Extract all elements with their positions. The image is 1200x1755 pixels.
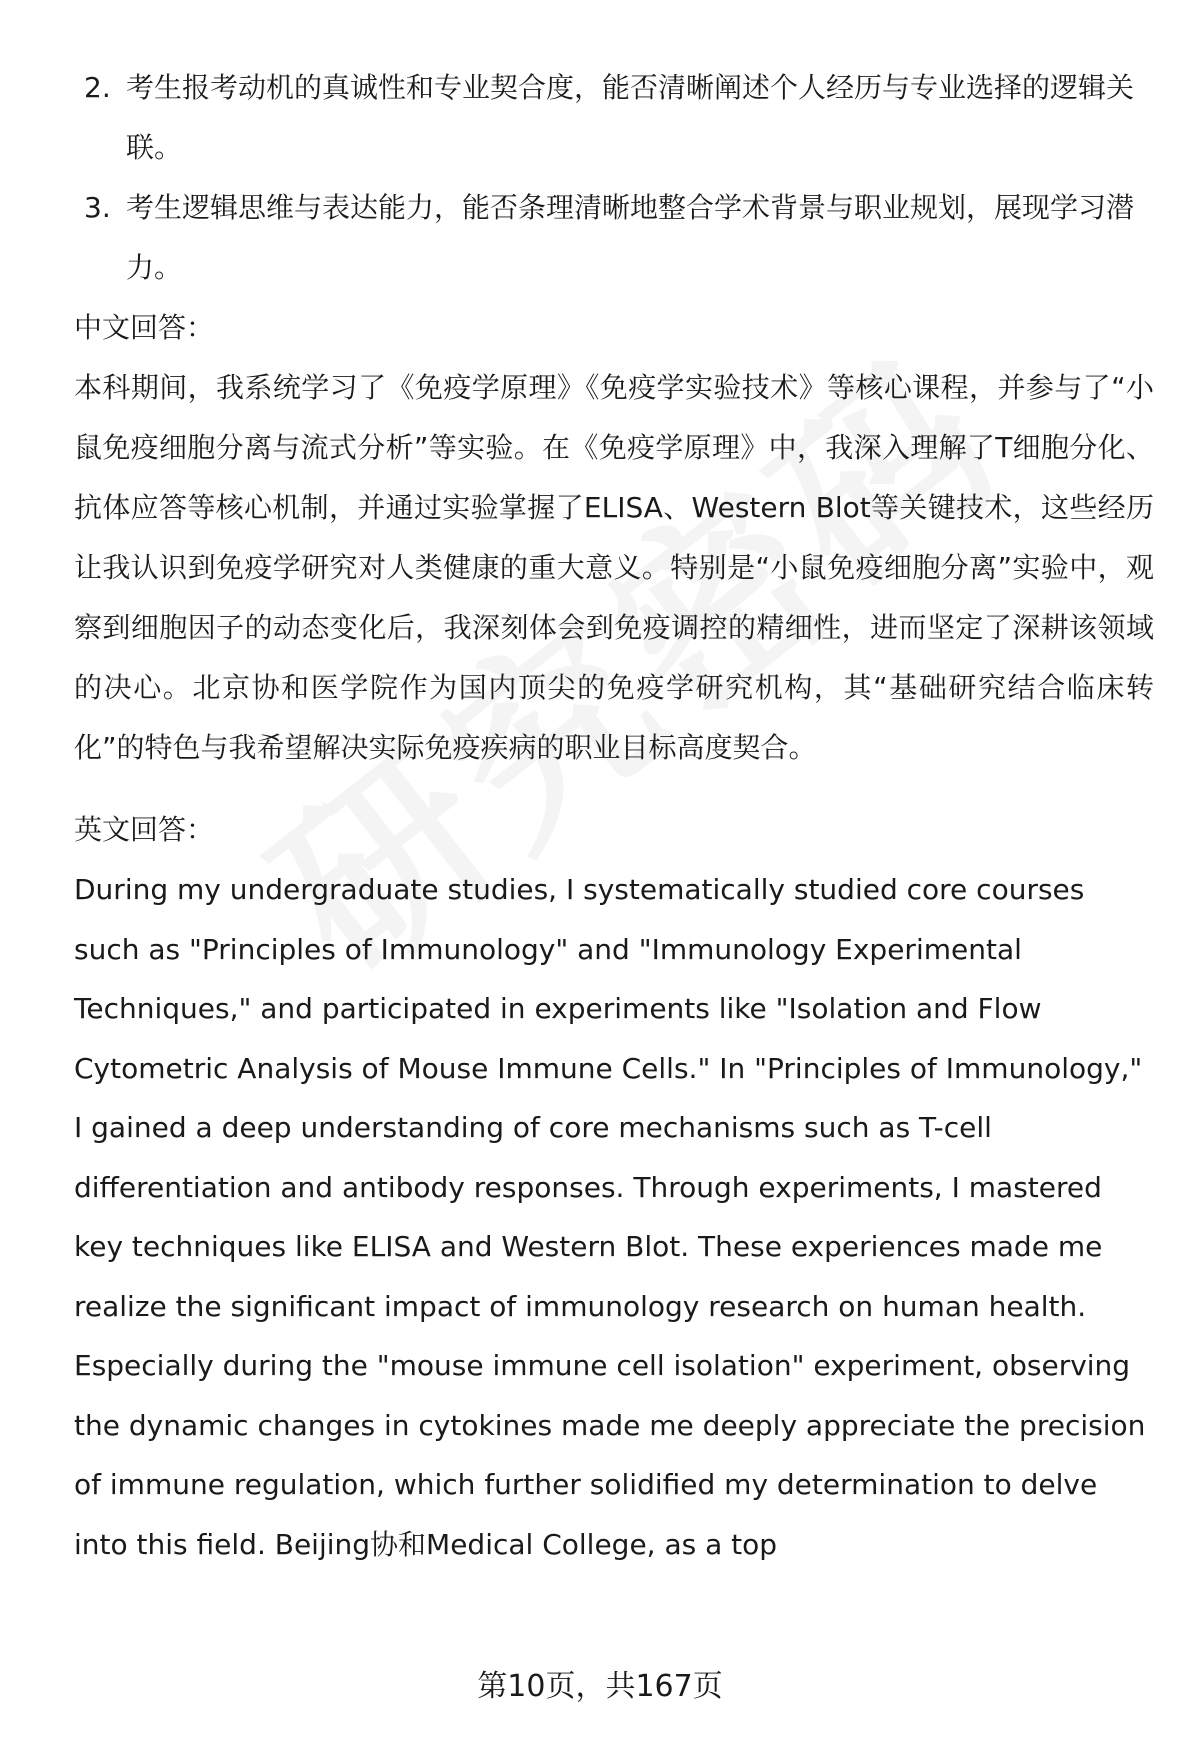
list-item-number: 3.: [84, 191, 111, 224]
page-number-footer: 第10页，共167页: [477, 1669, 723, 1704]
english-answer-section: [74, 800, 1154, 1574]
list-item-text: 考生报考动机的真诚性和专业契合度，能否清晰阐述个人经历与专业选择的逻辑关联。: [126, 71, 1135, 164]
english-answer-body: During my undergraduate studies, I systematically studied core courses such as "Principles of Immunology" and "Immunology Experimental Techniques," and participated in experiments like "Isolation and Flow Cytometric Analysis of Mouse Immune Cells." In "Principles of Immunology," I gained a deep understanding of core mechanisms such as T-cell differentiation and antibody responses. Through experiments, I mastered key techniques like ELISA and Western Blot. These experiences made me realize the significant impact of immunology research on human health. Especially during the "mouse immune cell isolation" experiment, observing the dynamic changes in cytokines made me deeply appreciate the precision of immune regulation, which further solidified my determination to delve into this field. Beijing协和Medical College, as a top: [74, 873, 1146, 1561]
list-item-text: 考生逻辑思维与表达能力，能否条理清晰地整合学术背景与职业规划，展现学习潜力。: [126, 191, 1135, 284]
english-answer-heading: 英文回答：: [74, 813, 215, 846]
chinese-answer-section: [74, 298, 1154, 778]
list-item-number: 2.: [84, 71, 111, 104]
list-item: [74, 178, 1144, 298]
criteria-list: [74, 58, 1144, 298]
list-item: [74, 58, 1144, 178]
chinese-answer-body: 本科期间，我系统学习了《免疫学原理》《免疫学实验技术》等核心课程，并参与了“小鼠免疫细胞分离与流式分析”等实验。在《免疫学原理》中，我深入理解了T细胞分化、抗体应答等核心机制，并通过实验掌握了ELISA、Western Blot等关键技术，这些经历让我认识到免疫学研究对人类健康的重大意义。特别是“小鼠免疫细胞分离”实验中，观察到细胞因子的动态变化后，我深刻体会到免疫调控的精细性，进而坚定了深耕该领域的决心。北京协和医学院作为国内顶尖的免疫学研究机构，其“基础研究结合临床转化”的特色与我希望解决实际免疫疾病的职业目标高度契合。: [74, 371, 1154, 764]
chinese-answer-heading: 中文回答：: [74, 311, 215, 344]
